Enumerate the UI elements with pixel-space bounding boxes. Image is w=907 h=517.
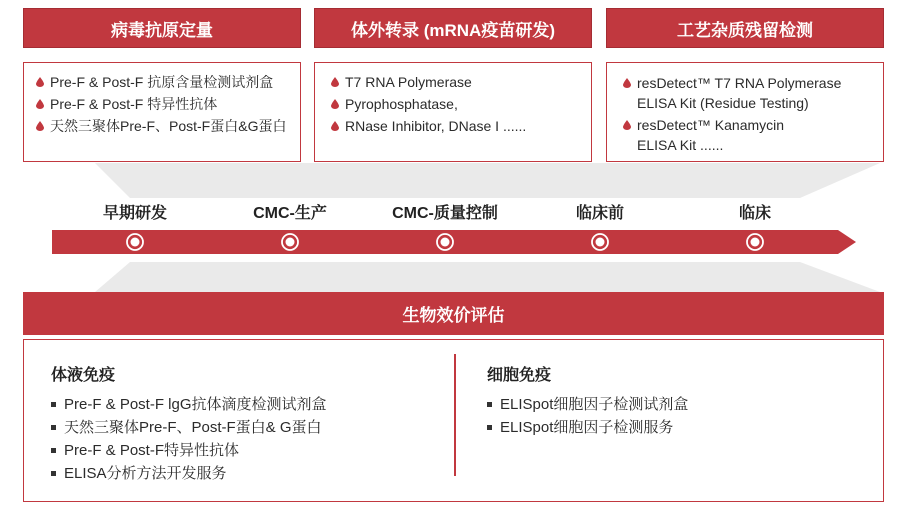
bullet-icon (487, 425, 492, 430)
list-item-text: ELISA分析方法开发服务 (64, 465, 227, 482)
list-item-text: RNase Inhibitor, DNase I ...... (345, 118, 527, 134)
bullet-icon (51, 425, 56, 430)
list-item-text: 天然三聚体Pre-F、Post-F蛋白& G蛋白 (64, 419, 322, 436)
humoral-immunity-title: 体液免疫 (51, 367, 116, 384)
list-item-text: resDetect™ Kanamycin ELISA Kit ...... (637, 117, 785, 153)
stage-label-early-research: 早期研发 (102, 205, 167, 222)
stage-label-cmc-qc: CMC-质量控制 (392, 205, 498, 222)
stage-label-preclinical: 临床前 (575, 205, 624, 222)
column-header-ivt: 体外转录 (mRNA疫苗研发) (314, 8, 592, 48)
list-item (487, 416, 867, 439)
stage-label-cmc-production: CMC-生产 (253, 205, 327, 222)
list-item-text: 天然三聚体Pre-F、Post-F蛋白&G蛋白 (50, 118, 287, 134)
list-item-text: Pyrophosphatase, (345, 96, 458, 112)
list-item-text: Pre-F & Post-F 抗原含量检测试剂盒 (50, 74, 274, 90)
list-item-text: ELISpot细胞因子检测服务 (500, 419, 674, 436)
column-header-impurity: 工艺杂质残留检测 (606, 8, 884, 48)
list-item (51, 439, 441, 462)
list-item-text: Pre-F & Post-F lgG抗体滴度检测试剂盒 (64, 396, 327, 413)
cellular-immunity-column (487, 340, 867, 439)
list-item-text: T7 RNA Polymerase (345, 74, 472, 90)
list-item (51, 462, 441, 485)
list-item (487, 393, 867, 416)
list-item-text: resDetect™ T7 RNA Polymerase ELISA Kit (Residue Testing) (637, 75, 842, 111)
cellular-immunity-title: 细胞免疫 (487, 367, 552, 384)
bottom-box-potency (23, 339, 884, 502)
column-divider (454, 354, 456, 476)
bottom-header-potency: 生物效价评估 (23, 292, 884, 335)
list-item-text: ELISpot细胞因子检测试剂盒 (500, 396, 689, 413)
bullet-icon (51, 402, 56, 407)
list-item-text: Pre-F & Post-F特异性抗体 (64, 442, 240, 459)
timeline-bar (52, 230, 856, 254)
list-item (51, 416, 441, 439)
column-header-antigen: 病毒抗原定量 (23, 8, 301, 48)
list-item (51, 393, 441, 416)
bullet-icon (51, 471, 56, 476)
humoral-immunity-column (51, 340, 441, 485)
bullet-icon (51, 448, 56, 453)
list-item-text: Pre-F & Post-F 特异性抗体 (50, 96, 218, 112)
bullet-icon (487, 402, 492, 407)
stage-label-clinical: 临床 (738, 205, 771, 222)
